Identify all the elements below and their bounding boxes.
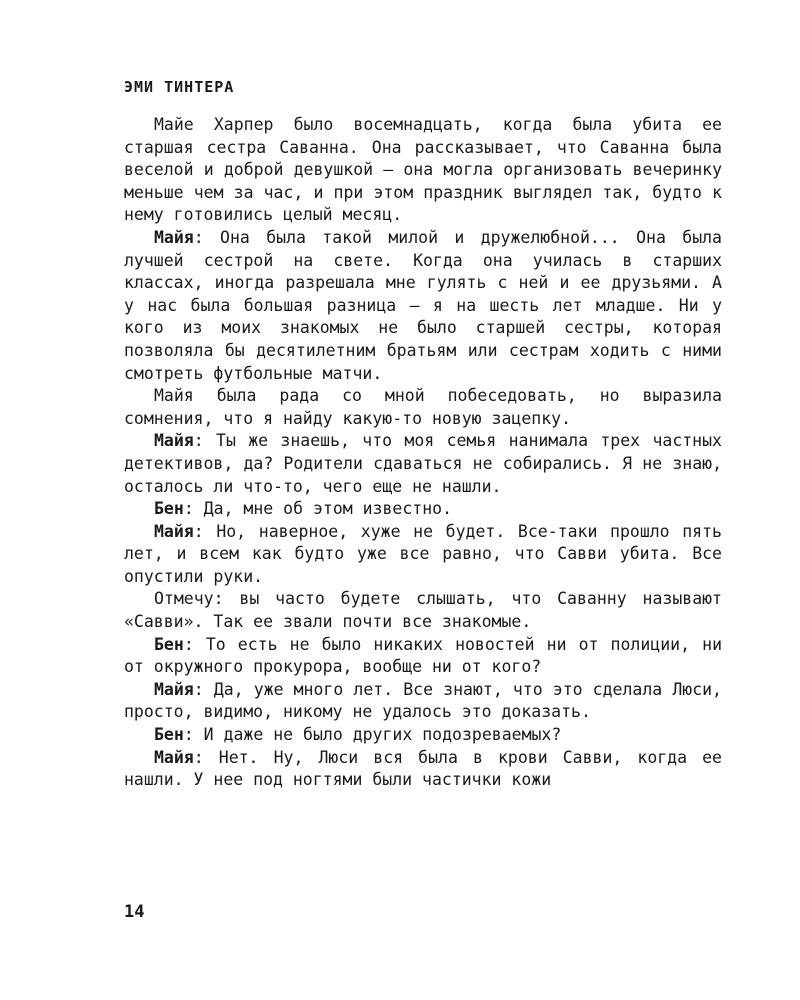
- paragraph: [124, 588, 722, 633]
- paragraph-text: : И даже не было других подозреваемых?: [183, 725, 562, 745]
- page-number: 14: [124, 902, 145, 922]
- running-header: ЭМИ ТИНТЕРА: [124, 78, 235, 96]
- paragraph: [124, 521, 722, 589]
- speaker-name: Майя: [154, 227, 194, 247]
- paragraph-text: : Да, мне об этом известно.: [183, 499, 453, 519]
- paragraph: [124, 114, 722, 227]
- paragraph: [124, 385, 722, 430]
- paragraph-text: Майе Харпер было восемнадцать, когда была убита ее старшая сестра Саванна. Она рассказывает, что Саванна была веселой и доброй девушкой — она могла организовать вечеринку меньше чем за час, и при этом праздник выглядел так, будто к нему готовились целый месяц.: [124, 115, 722, 225]
- paragraph: [124, 498, 722, 521]
- speaker-name: Бен: [154, 499, 184, 519]
- speaker-name: Майя: [154, 431, 194, 451]
- paragraph: [124, 679, 722, 724]
- paragraph-text: : Ты же знаешь, что моя семья нанимала трех частных детективов, да? Родители сдаваться не собирались. Я не знаю, осталось ли что-то, чего еще не нашли.: [124, 431, 722, 496]
- speaker-name: Майя: [154, 679, 194, 699]
- paragraph: [124, 747, 722, 792]
- speaker-name: Бен: [154, 725, 184, 745]
- paragraph: [124, 430, 722, 498]
- paragraph-text: : Да, уже много лет. Все знают, что это сделала Люси, просто, видимо, никому не удалось это доказать.: [124, 679, 722, 722]
- paragraph-text: : Но, наверное, хуже не будет. Все-таки прошло пять лет, и всем как будто уже все равно, что Савви убита. Все опустили руки.: [124, 521, 722, 586]
- paragraph-text: Отмечу: вы часто будете слышать, что Саванну называют «Савви». Так ее звали почти все знакомые.: [124, 589, 722, 632]
- paragraph: [124, 724, 722, 747]
- speaker-name: Майя: [154, 747, 194, 767]
- paragraph-text: : Нет. Ну, Люси вся была в крови Савви, когда ее нашли. У нее под ногтями были частички кожи: [124, 747, 722, 790]
- paragraph-text: : То есть не было никаких новостей ни от полиции, ни от окружного прокурора, вообще ни от кого?: [124, 634, 722, 677]
- body-text: [124, 114, 722, 792]
- paragraph: [124, 227, 722, 385]
- paragraph-text: Майя была рада со мной побеседовать, но выразила сомнения, что я найду какую-то новую зацепку.: [124, 386, 722, 428]
- paragraph-text: : Она была такой милой и дружелюбной... Она была лучшей сестрой на свете. Когда она училась в старших классах, иногда разрешала мне гулять с ней и ее друзьями. А у нас была большая разница — я на шесть лет младше. Ни у кого из моих знакомых не было старшей сестры, которая позволяла бы десятилетним братьям или сестрам ходить с ними смотреть футбольные матчи.: [124, 227, 722, 383]
- paragraph: [124, 634, 722, 679]
- speaker-name: Майя: [154, 521, 194, 541]
- speaker-name: Бен: [154, 634, 184, 654]
